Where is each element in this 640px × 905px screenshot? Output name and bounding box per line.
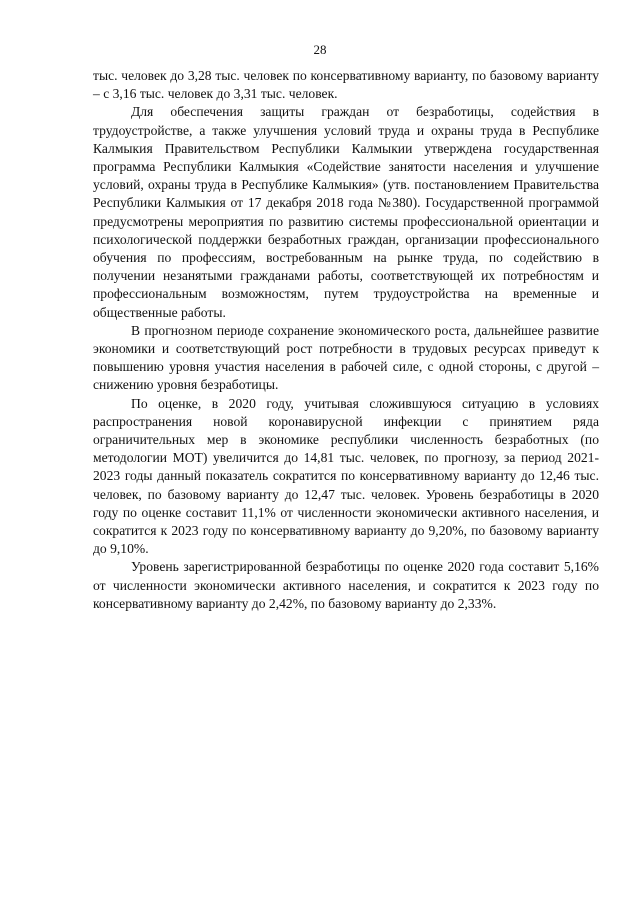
paragraph-unemployment-estimate: По оценке, в 2020 году, учитывая сложившуюся ситуацию в условиях распространения новой коронавирусной инфекции с принятием ряда ограничительных мер в экономике республики численность безработных (по методологии МОТ) увеличится до 14,81 тыс. человек, по прогнозу, за период 2021-2023 годы данный показатель сократится по консервативному варианту до 12,46 тыс. человек, по базовому варианту до 12,47 тыс. человек. Уровень безработицы в 2020 году по оценке составит 11,1% от численности экономически активного населения, и сократится к 2023 году по консервативному варианту до 9,20%, по базовому варианту до 9,10%. xyxy=(93,395,599,557)
paragraph-forecast-growth: В прогнозном периоде сохранение экономического роста, дальнейшее развитие экономики и соответствующий рост потребности в трудовых ресурсах приведут к повышению уровня участия населения в рабочей силе, с одной стороны, с другой – снижению уровня безработицы. xyxy=(93,322,599,393)
paragraph-registered-unemployment: Уровень зарегистрированной безработицы по оценке 2020 года составит 5,16% от численности экономически активного населения, и сократится к 2023 году по консервативному варианту до 2,42%, по базовому варианту до 2,33%. xyxy=(93,559,599,611)
document-body xyxy=(93,67,599,613)
paragraph-state-program: Для обеспечения защиты граждан от безработицы, содействия в трудоустройстве, а также улучшения условий труда и охраны труда в Республике Калмыкия Правительством Республики Калмыкии утверждена государственная программа Республики Калмыкия «Содействие занятости населения и улучшение условий, охраны труда в Республике Калмыкия» (утв. постановлением Правительства Республики Калмыкия от 17 декабря 2018 года №380). Государственной программой предусмотрены мероприятия по развитию системы профессиональной ориентации и психологической поддержки безработных граждан, организации профессионального обучения по профессиям, востребованным на рынке труда, по содействию в получении незанятыми гражданами работы, соответствующей их потребностям и профессиональным возможностям, путем трудоустройства на временные и общественные работы. xyxy=(93,104,599,320)
page-number: 28 xyxy=(313,42,327,57)
paragraph-continuation: тыс. человек до 3,28 тыс. человек по консервативному варианту, по базовому варианту – с 3,16 тыс. человек до 3,31 тыс. человек. xyxy=(93,68,599,102)
